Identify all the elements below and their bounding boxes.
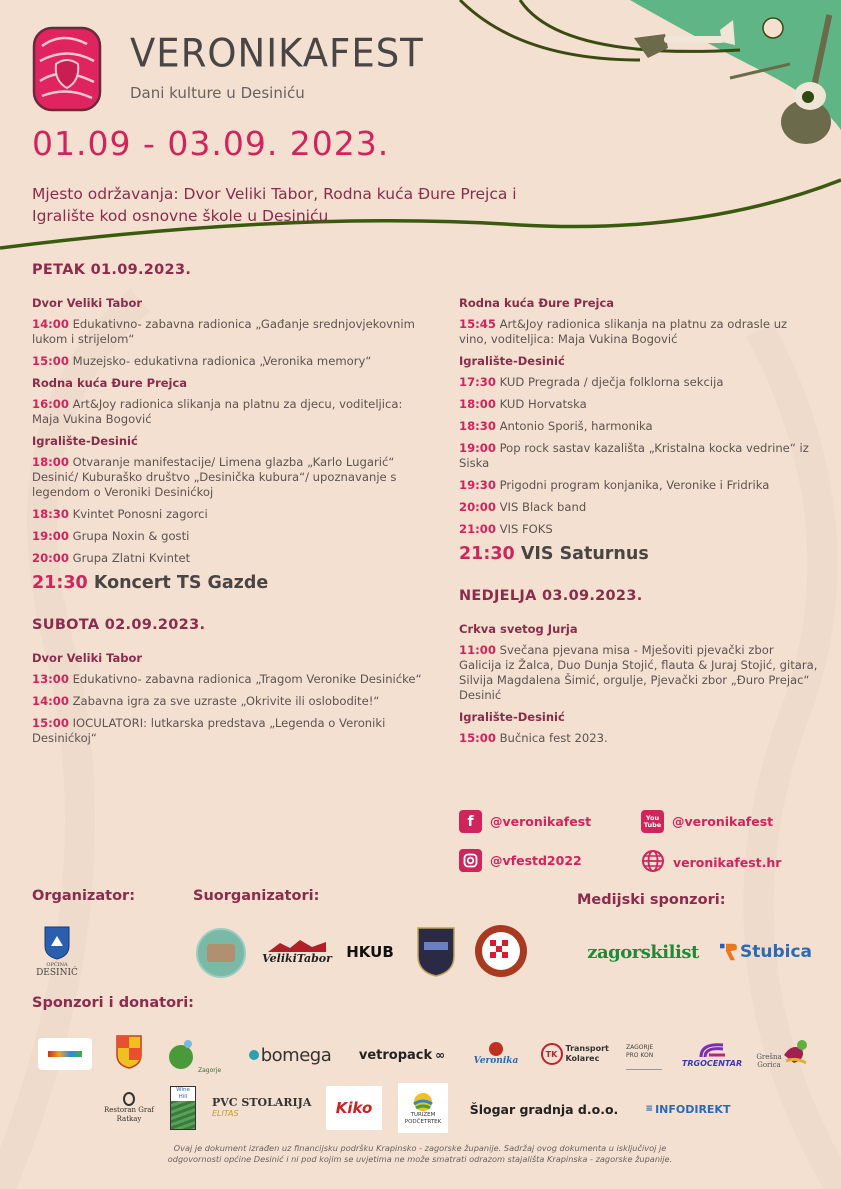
elitas-text: ELITAS [212, 1109, 239, 1118]
event-item [32, 716, 432, 746]
coorganizer-shield-logo [414, 925, 458, 979]
bomega-logo [240, 1042, 340, 1068]
veronikafest-logo [32, 26, 102, 112]
trumpet-icon [634, 20, 735, 58]
zagorje-text: Zagorje [198, 1067, 222, 1074]
gresna-gorica-mark-icon [782, 1039, 808, 1067]
vetropack-text: vetropack [358, 1047, 433, 1063]
event-time: 18:30 [459, 419, 496, 433]
event-text: Pop rock sastav kazališta „Kristalna kocka vedrine“ iz Siska [459, 441, 809, 470]
bomega-text: bomega [260, 1044, 332, 1066]
event-text: Edukativno- zabavna radionica „Tragom Veronike Desinićke“ [72, 672, 422, 686]
event-item [459, 522, 819, 537]
event-text: IOCULATORI: lutkarska predstava „Legenda o Veroniki Desinićkoj“ [32, 716, 386, 745]
event-text: Bučnica fest 2023. [499, 731, 608, 745]
restoran-text: Restoran Graf Ratkay [104, 1106, 154, 1123]
wine-hill-text: Wine Hill [176, 1087, 190, 1100]
event-text: KUD Horvatska [499, 397, 587, 411]
zagorje-logo [166, 1034, 222, 1074]
event-item [459, 317, 819, 347]
headline-event [459, 544, 819, 564]
event-text: Kvintet Ponosni zagorci [72, 507, 208, 521]
headline-event [32, 573, 432, 593]
kiko-text: Kiko [335, 1099, 373, 1117]
gresna-gorica-text: Grešna Gorica [756, 1053, 782, 1069]
facebook-link[interactable] [459, 810, 591, 833]
event-item [459, 478, 819, 493]
veliki-tabor-text: VelikiTabor [262, 951, 332, 965]
brand-title: VERONIKAFEST [130, 30, 424, 77]
zagorski-list-logo [576, 938, 710, 966]
transport-kolarec-text: Transport Kolarec [565, 1044, 609, 1063]
stubica-text: Stubica [739, 942, 812, 962]
guitar-icon [781, 14, 832, 144]
venue-heading: Rodna kuća Đure Prejca [459, 296, 615, 310]
event-time: 21:00 [459, 522, 496, 536]
venue-info [32, 183, 652, 227]
turizem-text: TURIZEM PODČETRTEK [404, 1112, 442, 1125]
event-time: 21:30 [32, 573, 88, 593]
infodirekt-text: INFODIREKT [655, 1102, 731, 1116]
trgocentar-logo [681, 1036, 743, 1072]
facebook-handle: @veronikafest [490, 814, 592, 829]
event-time: 14:00 [32, 317, 69, 331]
tk-icon: TK [541, 1043, 563, 1065]
instagram-handle: @vfestd2022 [490, 853, 582, 868]
event-item [459, 731, 819, 746]
website-url: veronikafest.hr [673, 855, 782, 870]
event-text: Muzejsko- edukativna radionica „Veronika memory“ [72, 354, 372, 368]
pvc-stolarija-text: PVC STOLARIJA [212, 1096, 312, 1109]
event-time: 18:30 [32, 507, 69, 521]
venue-heading: Dvor Veliki Tabor [32, 296, 143, 310]
bomega-dot-icon [249, 1050, 259, 1060]
event-item [459, 375, 819, 390]
venue-heading: Igralište-Desinić [32, 434, 138, 448]
event-text: Koncert TS Gazde [93, 573, 269, 593]
event-time: 14:00 [32, 694, 69, 708]
youtube-icon: You Tube [641, 810, 664, 833]
brand-subtitle: Dani kulture u Desiniću [130, 84, 305, 102]
event-time: 11:00 [459, 643, 496, 657]
event-time: 19:30 [459, 478, 496, 492]
event-item [459, 397, 819, 412]
wine-hill-logo [170, 1086, 196, 1130]
instagram-link[interactable] [459, 849, 582, 872]
organizer-line-1: OPĆINA [46, 962, 68, 968]
festival-dates: 01.09 - 03.09. 2023. [32, 124, 390, 163]
funding-disclaimer [130, 1143, 710, 1165]
venue-heading: Crkva svetog Jurja [459, 622, 578, 636]
event-time: 17:30 [459, 375, 496, 389]
event-time: 21:30 [459, 544, 515, 564]
event-time: 15:45 [459, 317, 496, 331]
gresna-gorica-logo [752, 1032, 812, 1074]
event-item [32, 507, 432, 522]
venue-line-2: Igralište kod osnovne škole u Desiniću [32, 207, 329, 225]
facebook-icon: f [459, 810, 482, 833]
coorganizer-logo-1 [196, 928, 246, 978]
turizem-mark-icon [412, 1090, 434, 1112]
media-sponsors-heading: Medijski sponzori: [577, 892, 726, 908]
zagorje-pro-kon-logo: ZAGORJE PRO KON [626, 1034, 662, 1070]
day-heading-sunday: NEDJELJA 03.09.2023. [459, 588, 643, 604]
event-text: VIS Saturnus [520, 544, 649, 564]
venue-heading: Rodna kuća Đure Prejca [32, 376, 188, 390]
disclaimer-line-2: odgovornosti općine Desinić i ni pod kojim se uvjetima ne može smatrati odrazom stajališta Krapinska - zagorske županije. [167, 1154, 673, 1164]
sponsors-heading: Sponzori i donatori: [32, 995, 194, 1011]
event-text: Grupa Noxin & gosti [72, 529, 190, 543]
slogar-gradnja-logo: Šlogar gradnja d.o.o. [469, 1101, 619, 1117]
event-item [32, 354, 432, 369]
event-item [32, 397, 432, 427]
schedule-right-column [459, 296, 819, 753]
radio-stubica-logo [720, 936, 812, 968]
veliki-tabor-logo [262, 932, 332, 972]
hrvatska-sponsor-logo [38, 1038, 92, 1070]
venue-heading: Dvor Veliki Tabor [32, 651, 143, 665]
veronika-logo [470, 1036, 522, 1072]
organizer-line-2: DESINIĆ [36, 968, 78, 978]
youtube-handle: @veronikafest [672, 814, 774, 829]
event-text: Prigodni program konjanika, Veronike i Fridrika [499, 478, 770, 492]
event-text: Grupa Zlatni Kvintet [72, 551, 191, 565]
kiko-logo [326, 1086, 382, 1130]
event-text: VIS Black band [499, 500, 587, 514]
transport-kolarec-logo [538, 1040, 618, 1068]
event-item [459, 643, 819, 703]
event-time: 19:00 [459, 441, 496, 455]
event-time: 20:00 [459, 500, 496, 514]
youtube-link[interactable] [641, 810, 773, 833]
event-item [459, 419, 819, 434]
trgocentar-mark-icon [697, 1041, 727, 1059]
event-time: 16:00 [32, 397, 69, 411]
coorganizer-round-logo [474, 924, 528, 978]
event-text: Edukativno- zabavna radionica „Gađanje srednjovjekovnim lukom i strijelom“ [32, 317, 415, 346]
county-coat-of-arms-logo [115, 1034, 143, 1070]
green-wave [630, 0, 841, 130]
veronika-text: Veronika [473, 1056, 519, 1066]
globe-icon [641, 849, 665, 876]
venue-line-1: Mjesto održavanja: Dvor Veliki Tabor, Rodna kuća Đure Prejca i [32, 185, 517, 203]
website-link[interactable] [641, 849, 781, 876]
event-item [32, 551, 432, 566]
event-text: Zabavna igra za sve uzraste „Okrivite ili oslobodite!“ [72, 694, 380, 708]
opcina-desinic-logo [34, 920, 80, 984]
event-item [32, 694, 432, 709]
infodirekt-mark-icon: ≡ [645, 1104, 654, 1114]
event-time: 18:00 [32, 455, 69, 469]
event-item [459, 441, 819, 471]
turizem-podcetrtek-logo [398, 1083, 448, 1133]
social-links [459, 810, 829, 880]
event-text: VIS FOKS [499, 522, 553, 536]
pvc-stolarija-logo [212, 1092, 314, 1122]
instagram-icon [459, 849, 482, 872]
event-text: Antonio Sporiš, harmonika [499, 419, 653, 433]
disclaimer-line-1: Ovaj je dokument izrađen uz financijsku podršku Krapinsko - zagorske županije. Sadržaj ovog dokumenta u isključivoj je [173, 1143, 667, 1153]
event-item [459, 500, 819, 515]
restoran-graf-ratkay-logo [104, 1086, 154, 1130]
stubica-mark-icon [720, 939, 738, 965]
event-item [32, 672, 432, 687]
venue-heading: Igralište-Desinić [459, 354, 565, 368]
infodirekt-logo [638, 1100, 738, 1118]
event-time: 13:00 [32, 672, 69, 686]
event-text: KUD Pregrada / dječja folklorna sekcija [499, 375, 724, 389]
veronika-face-icon [489, 1042, 503, 1056]
schedule-left-column [32, 262, 432, 753]
event-time: 20:00 [32, 551, 69, 565]
event-item [32, 529, 432, 544]
event-time: 18:00 [459, 397, 496, 411]
restoran-emblem-icon [123, 1092, 135, 1106]
venue-heading: Igralište-Desinić [459, 710, 565, 724]
event-time: 15:00 [459, 731, 496, 745]
event-time: 15:00 [32, 354, 69, 368]
vetropack-logo [352, 1045, 452, 1065]
coorganizers-heading: Suorganizatori: [193, 888, 320, 904]
hkub-logo: HKUB [346, 943, 394, 961]
day-heading-saturday: SUBOTA 02.09.2023. [32, 617, 206, 633]
event-time: 19:00 [32, 529, 69, 543]
day-heading-friday: PETAK 01.09.2023. [32, 262, 192, 278]
event-time: 15:00 [32, 716, 69, 730]
organizer-heading: Organizator: [32, 888, 136, 904]
event-text: Art&Joy radionica slikanja na platnu za djecu, voditeljica: Maja Vukina Bogović [32, 397, 403, 426]
coat-of-arms-icon [44, 926, 70, 960]
event-text: Svečana pjevana misa - Mješoviti pjevački zbor Galicija iz Žalca, Duo Dunja Stojić, flauta & Juraj Stojić, gitara, Silvija Magdalena Šimić, orgulje, Pjevački zbor „Đuro Prejac“ Desinić [459, 643, 818, 702]
event-item [32, 455, 432, 500]
event-text: Art&Joy radionica slikanja na platnu za odrasle uz vino, voditeljica: Maja Vukina Bogović [459, 317, 788, 346]
vetropack-mark-icon: ∞ [435, 1048, 446, 1062]
trgocentar-text: TRGOCENTAR [681, 1058, 743, 1068]
event-item [32, 317, 432, 347]
event-text: Otvaranje manifestacije/ Limena glazba „Karlo Lugarić“ Desinić/ Kuburaško društvo „Desinička kubura“/ upoznavanje s legendom o Veroniki Desinićkoj [32, 455, 397, 499]
zagorski-list-text: zagorskilist [587, 941, 699, 963]
